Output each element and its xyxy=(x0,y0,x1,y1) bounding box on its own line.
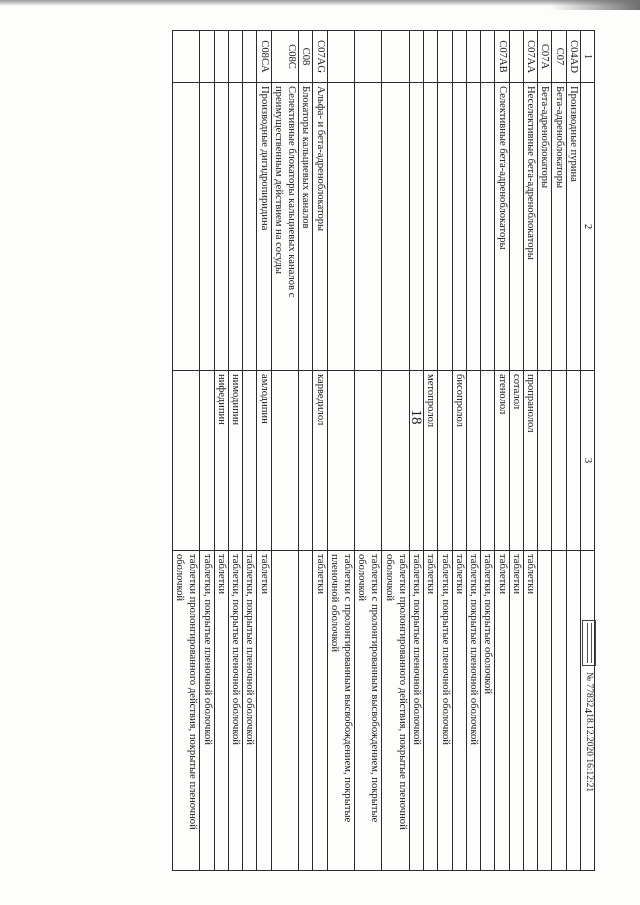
dosage-form: таблетки, покрытые пленочной оболочкой xyxy=(409,551,423,871)
dosage-form: таблетки xyxy=(523,551,537,871)
group-name xyxy=(327,83,354,371)
drug-name xyxy=(466,371,480,551)
group-name: Селективные блокаторы кальциевых каналов с преимущественным действием на сосуды xyxy=(271,83,298,371)
dosage-form xyxy=(299,551,313,871)
group-name: Селективные бета-адреноблокаторы xyxy=(495,83,509,371)
footer-line xyxy=(582,620,596,792)
table-row xyxy=(409,31,423,871)
dosage-form: таблетки, покрытые пленочной оболочкой xyxy=(466,551,480,871)
group-name: Бета-адреноблокаторы xyxy=(552,83,566,371)
group-name: Неселективные бета-адреноблокаторы xyxy=(523,83,537,371)
group-name: Альфа- и бета-адреноблокаторы xyxy=(313,83,327,371)
drug-name xyxy=(200,371,214,551)
table-row xyxy=(438,31,452,871)
atc-code: C07AB xyxy=(495,31,509,83)
drug-name xyxy=(409,371,423,551)
dosage-form: таблетки, покрытые пленочной оболочкой xyxy=(438,551,452,871)
table-row xyxy=(523,31,537,871)
header-cell: 4 xyxy=(580,551,594,871)
atc-code xyxy=(481,31,495,83)
atc-code xyxy=(438,31,452,83)
table-row xyxy=(172,31,199,871)
dosage-form: таблетки пролонгированного действия, покрытые пленочной оболочкой xyxy=(172,551,199,871)
header-cell: 3 xyxy=(580,371,594,551)
table-row xyxy=(452,31,466,871)
drug-name xyxy=(552,371,566,551)
group-name: Производные пурина xyxy=(566,83,580,371)
group-name: Блокаторы кальциевых каналов xyxy=(299,83,313,371)
atc-code: C08CA xyxy=(257,31,271,83)
table-row xyxy=(299,31,313,871)
atc-code xyxy=(509,31,523,83)
group-name xyxy=(481,83,495,371)
group-name xyxy=(243,83,257,371)
dosage-form: таблетки xyxy=(313,551,327,871)
table-row xyxy=(495,31,509,871)
group-name xyxy=(214,83,228,371)
drug-name xyxy=(481,371,495,551)
header-cell: 2 xyxy=(580,83,594,371)
atc-code xyxy=(228,31,242,83)
scan-edge xyxy=(0,0,640,6)
group-name xyxy=(452,83,466,371)
dosage-form: таблетки xyxy=(452,551,466,871)
table-row xyxy=(466,31,480,871)
table-row xyxy=(228,31,242,871)
drug-name: атенолол xyxy=(495,371,509,551)
group-name xyxy=(424,83,438,371)
page-number: 18 xyxy=(408,409,425,425)
drug-name: соталол xyxy=(509,371,523,551)
table-row xyxy=(552,31,566,871)
group-name xyxy=(409,83,423,371)
atc-code: C08C xyxy=(271,31,298,83)
atc-code: C04AD xyxy=(566,31,580,83)
atc-code: C07AG xyxy=(313,31,327,83)
table-row xyxy=(566,31,580,871)
atc-code: C08 xyxy=(299,31,313,83)
atc-code xyxy=(243,31,257,83)
table-row xyxy=(382,31,409,871)
atc-code xyxy=(172,31,199,83)
table-row xyxy=(271,31,298,871)
timestamp: 18.12.2020 16:12:21 xyxy=(584,713,594,793)
footer xyxy=(582,620,596,840)
drug-name: пропранолол xyxy=(523,371,537,551)
table-row xyxy=(481,31,495,871)
dosage-form xyxy=(566,551,580,871)
group-name xyxy=(172,83,199,371)
dosage-form: таблетки xyxy=(509,551,523,871)
dosage-form: таблетки с пролонгированным высвобождением, покрытые пленочной оболочкой xyxy=(327,551,354,871)
drug-name xyxy=(538,371,552,551)
drug-name xyxy=(172,371,199,551)
header-cell: 1 xyxy=(580,31,594,83)
dosage-form: таблетки с пролонгированным высвобождением, покрытые оболочкой xyxy=(355,551,382,871)
dosage-form: таблетки xyxy=(257,551,271,871)
table-row xyxy=(538,31,552,871)
dosage-form: таблетки xyxy=(424,551,438,871)
drug-name: бисопролол xyxy=(452,371,466,551)
atc-code xyxy=(424,31,438,83)
atc-code xyxy=(327,31,354,83)
dosage-form xyxy=(538,551,552,871)
drug-name xyxy=(438,371,452,551)
drug-name: нимодипин xyxy=(228,371,242,551)
drug-name: амлодипин xyxy=(257,371,271,551)
drug-name: метопролол xyxy=(424,371,438,551)
drug-name xyxy=(271,371,298,551)
atc-code: C07A xyxy=(538,31,552,83)
group-name xyxy=(200,83,214,371)
dosage-form xyxy=(271,551,298,871)
atc-code: C07AA xyxy=(523,31,537,83)
drug-name xyxy=(243,371,257,551)
atc-code xyxy=(466,31,480,83)
group-name xyxy=(438,83,452,371)
drug-name xyxy=(355,371,382,551)
dosage-form: таблетки, покрытые оболочкой xyxy=(481,551,495,871)
table-row xyxy=(509,31,523,871)
scan-edge-shadow xyxy=(550,0,640,10)
group-name xyxy=(509,83,523,371)
atc-code xyxy=(409,31,423,83)
table-row xyxy=(355,31,382,871)
table-row xyxy=(200,31,214,871)
group-name xyxy=(382,83,409,371)
atc-code xyxy=(382,31,409,83)
drug-name xyxy=(299,371,313,551)
table-row xyxy=(214,31,228,871)
drug-name: нифедипин xyxy=(214,371,228,551)
group-name xyxy=(355,83,382,371)
atc-code xyxy=(214,31,228,83)
table-row xyxy=(257,31,271,871)
drug-table xyxy=(172,30,595,871)
group-name xyxy=(466,83,480,371)
doc-number: № 77832 xyxy=(584,672,594,708)
dosage-form: таблетки, покрытые пленочной оболочкой xyxy=(228,551,242,871)
table-row xyxy=(424,31,438,871)
dosage-form: таблетки, покрытые пленочной оболочкой xyxy=(243,551,257,871)
atc-code xyxy=(452,31,466,83)
drug-name xyxy=(382,371,409,551)
table-row xyxy=(327,31,354,871)
stamp-icon xyxy=(582,620,596,666)
dosage-form xyxy=(552,551,566,871)
atc-code: C07 xyxy=(552,31,566,83)
atc-code xyxy=(355,31,382,83)
dosage-form: таблетки, покрытые пленочной оболочкой xyxy=(200,551,214,871)
dosage-form: таблетки xyxy=(495,551,509,871)
group-name: Производные дигидропиридина xyxy=(257,83,271,371)
drug-name xyxy=(566,371,580,551)
drug-name: карведилол xyxy=(313,371,327,551)
atc-code xyxy=(200,31,214,83)
rotated-table-wrapper xyxy=(20,30,595,870)
group-name xyxy=(228,83,242,371)
dosage-form: таблетки xyxy=(214,551,228,871)
drug-name xyxy=(327,371,354,551)
dosage-form: таблетки пролонгированного действия, покрытые пленочной оболочкой xyxy=(382,551,409,871)
table-row xyxy=(243,31,257,871)
table-row xyxy=(313,31,327,871)
group-name: Бета-адреноблокаторы xyxy=(538,83,552,371)
